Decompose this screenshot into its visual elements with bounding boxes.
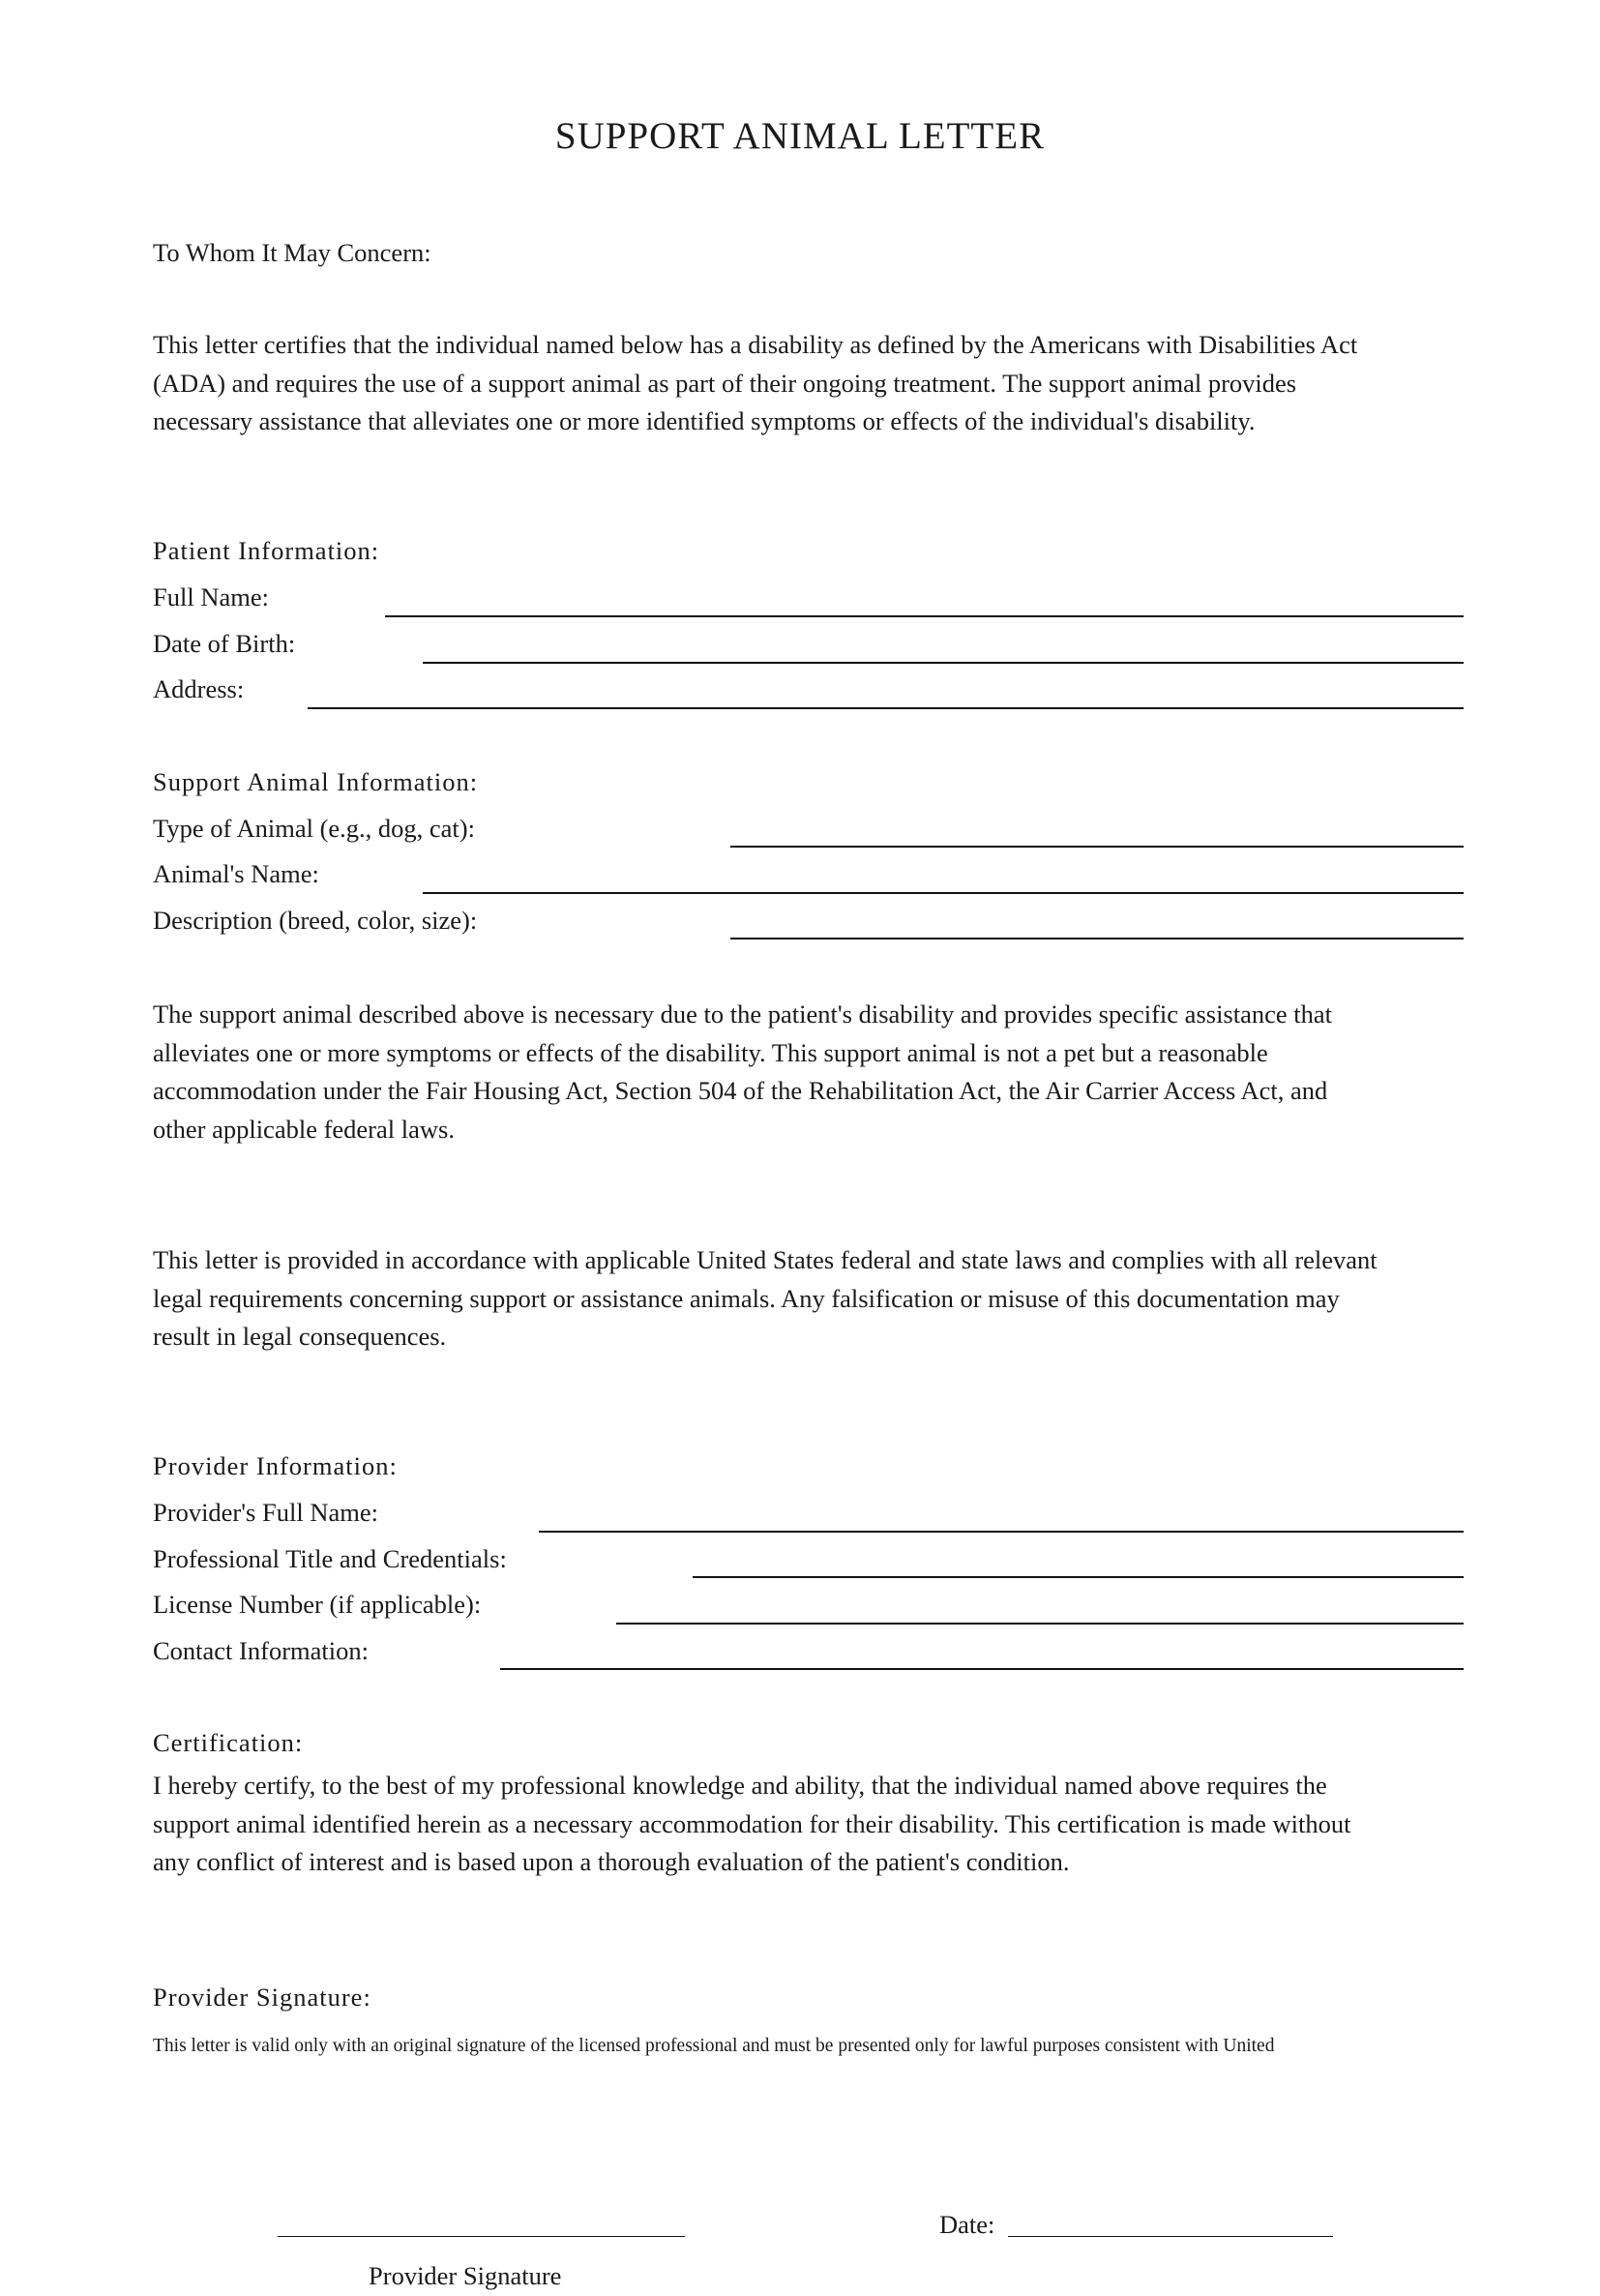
paragraph-line: I hereby certify, to the best of my professional knowledge and ability, that the individual named above requires the <box>153 1771 1327 1800</box>
animal-name-field[interactable] <box>423 892 1464 894</box>
contact-info-field[interactable] <box>500 1668 1464 1670</box>
necessity-paragraph <box>153 996 1468 1148</box>
provider-info-heading: Provider Information: <box>153 1451 398 1480</box>
animal-type-label: Type of Animal (e.g., dog, cat): <box>153 814 475 843</box>
full-name-field[interactable] <box>385 615 1464 617</box>
license-number-label: License Number (if applicable): <box>153 1590 482 1619</box>
validity-note: This letter is valid only with an original signature of the licensed professional and must be presented only for lawful purposes consistent with United <box>153 2036 1275 2056</box>
animal-info-heading: Support Animal Information: <box>153 767 479 796</box>
full-name-label: Full Name: <box>153 582 269 611</box>
paragraph-line: The support animal described above is necessary due to the patient's disability and provides specific assistance that <box>153 999 1332 1029</box>
provider-title-field[interactable] <box>693 1576 1464 1578</box>
patient-info-heading: Patient Information: <box>153 536 380 565</box>
paragraph-line: This letter is provided in accordance with applicable United States federal and state laws and complies with all relevant <box>153 1245 1378 1274</box>
paragraph-line: support animal identified herein as a necessary accommodation for their disability. This certification is made without <box>153 1808 1351 1838</box>
paragraph-line: This letter certifies that the individual named below has a disability as defined by the Americans with Disabilities Act <box>153 330 1358 359</box>
date-label: Date: <box>939 2210 995 2239</box>
animal-description-label: Description (breed, color, size): <box>153 906 478 935</box>
paragraph-line: legal requirements concerning support or assistance animals. Any falsification or misuse of this documentation may <box>153 1283 1340 1313</box>
provider-name-field[interactable] <box>539 1531 1464 1533</box>
paragraph-line: (ADA) and requires the use of a support animal as part of their ongoing treatment. The support animal provides <box>153 368 1297 398</box>
paragraph-line: result in legal consequences. <box>153 1322 447 1351</box>
provider-name-label: Provider's Full Name: <box>153 1498 378 1527</box>
certification-heading: Certification: <box>153 1728 304 1757</box>
provider-title-label: Professional Title and Credentials: <box>153 1544 507 1573</box>
paragraph-line: alleviates one or more symptoms or effects of the disability. This support animal is not a pet but a reasonable <box>153 1037 1268 1067</box>
license-number-field[interactable] <box>616 1623 1464 1625</box>
address-field[interactable] <box>308 707 1464 709</box>
paragraph-line: necessary assistance that alleviates one or more identified symptoms or effects of the individual's disability. <box>153 406 1256 435</box>
animal-description-field[interactable] <box>730 938 1464 939</box>
paragraph-line: any conflict of interest and is based upon a thorough evaluation of the patient's condition. <box>153 1847 1070 1876</box>
animal-type-field[interactable] <box>730 846 1464 848</box>
signature-heading: Provider Signature: <box>153 1983 371 2012</box>
date-of-birth-field[interactable] <box>423 662 1464 664</box>
signature-line[interactable] <box>278 2236 685 2237</box>
address-label: Address: <box>153 674 245 703</box>
date-field[interactable] <box>1008 2236 1333 2237</box>
salutation: To Whom It May Concern: <box>153 238 431 267</box>
paragraph-line: accommodation under the Fair Housing Act, Section 504 of the Rehabilitation Act, the Air Carrier Access Act, and <box>153 1076 1328 1105</box>
certification-paragraph <box>153 1767 1468 1882</box>
compliance-paragraph <box>153 1241 1468 1357</box>
contact-info-label: Contact Information: <box>153 1636 369 1665</box>
paragraph-line: other applicable federal laws. <box>153 1114 455 1144</box>
signature-caption: Provider Signature <box>369 2261 562 2290</box>
animal-name-label: Animal's Name: <box>153 859 319 888</box>
intro-paragraph <box>153 326 1468 441</box>
date-of-birth-label: Date of Birth: <box>153 629 296 658</box>
page-title: SUPPORT ANIMAL LETTER <box>554 115 1046 157</box>
